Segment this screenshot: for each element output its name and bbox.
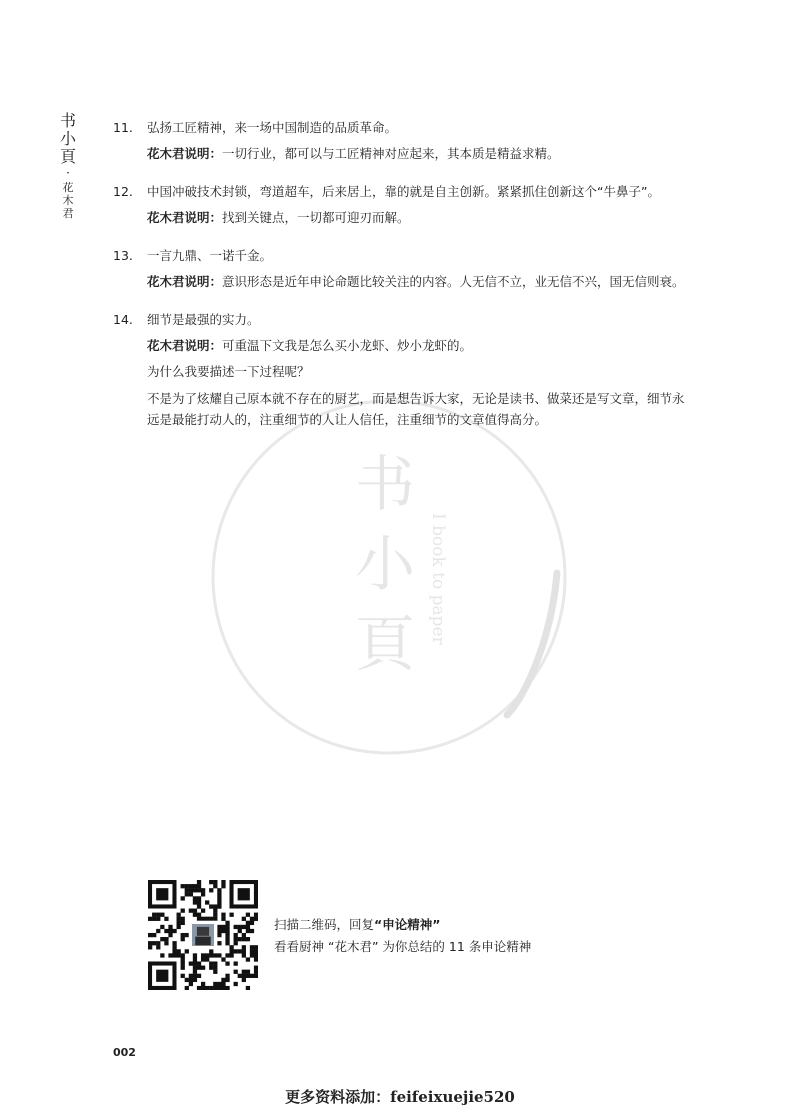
footer-contact: 更多资料添加：feifeixuejie520 (285, 1088, 515, 1106)
qr-module (148, 933, 152, 937)
qr-module (193, 913, 197, 917)
qr-module (193, 909, 197, 913)
qr-module (246, 937, 250, 941)
qr-module (201, 888, 205, 892)
qr-module (246, 929, 250, 933)
qr-module (221, 986, 225, 990)
qr-module (181, 921, 185, 925)
qr-module (221, 957, 225, 961)
qr-module (185, 892, 189, 896)
qr-module (213, 917, 217, 921)
item-title: 弘扬工匠精神，来一场中国制造的品质革命。 (147, 120, 398, 135)
qr-module (181, 917, 185, 921)
qr-module (181, 909, 185, 913)
qr-module (229, 945, 233, 949)
qr-module (148, 941, 152, 945)
qr-module (177, 913, 181, 917)
qr-caption-line2: 看看厨神 “花木君” 为你总结的 11 条申论精神 (274, 939, 532, 954)
qr-module (250, 974, 254, 978)
qr-module (193, 970, 197, 974)
qr-module (254, 953, 258, 957)
watermark-char: 书 (355, 450, 415, 520)
qr-module (213, 986, 217, 990)
qr-code[interactable] (148, 880, 258, 990)
qr-module (242, 933, 246, 937)
qr-module (152, 917, 156, 921)
qr-module (221, 913, 225, 917)
qr-module (225, 933, 229, 937)
qr-module (197, 974, 201, 978)
qr-module (205, 986, 209, 990)
qr-module (201, 953, 205, 957)
qr-module (225, 925, 229, 929)
qr-module (177, 917, 181, 921)
item-number: 14. (113, 312, 133, 327)
qr-module (193, 978, 197, 982)
qr-module (221, 917, 225, 921)
note-text: 意识形态是近年申论命题比较关注的内容。人无信不立，业无信不兴，国无信则衰。 (222, 274, 685, 289)
qr-module (225, 974, 229, 978)
qr-module (160, 937, 164, 941)
qr-module (172, 953, 176, 957)
item-number: 13. (113, 248, 133, 263)
qr-module (238, 949, 242, 953)
qr-module (217, 929, 221, 933)
qr-module (221, 925, 225, 929)
watermark-latin: I book to paper (428, 513, 448, 645)
qr-module (197, 966, 201, 970)
qr-module (160, 925, 164, 929)
qr-module (246, 957, 250, 961)
qr-module (181, 896, 185, 900)
qr-module (209, 986, 213, 990)
qr-module (246, 974, 250, 978)
qr-module (197, 986, 201, 990)
qr-module (193, 961, 197, 965)
author-char: 木 (62, 194, 74, 207)
qr-module (168, 929, 172, 933)
qr-module (185, 888, 189, 892)
qr-module (181, 957, 185, 961)
qr-module (189, 974, 193, 978)
qr-module (197, 917, 201, 921)
qr-module (201, 957, 205, 961)
qr-module (254, 917, 258, 921)
qr-module (197, 904, 201, 908)
qr-module (234, 970, 238, 974)
qr-module (213, 909, 217, 913)
qr-module (242, 978, 246, 982)
qr-module (156, 913, 160, 917)
watermark-brush-stroke (507, 573, 557, 715)
qr-module (221, 982, 225, 986)
item-note (147, 336, 693, 355)
qr-module (189, 888, 193, 892)
qr-module (177, 953, 181, 957)
qr-module (189, 961, 193, 965)
qr-module (246, 925, 250, 929)
qr-module (193, 974, 197, 978)
qr-module (209, 961, 213, 965)
qr-module (197, 884, 201, 888)
qr-module (148, 917, 152, 921)
qr-module (221, 880, 225, 884)
qr-module (201, 892, 205, 896)
qr-module (242, 937, 246, 941)
logo-char: 小 (59, 129, 76, 148)
qr-module (246, 921, 250, 925)
item-list (113, 118, 693, 449)
qr-module (250, 917, 254, 921)
qr-module (156, 945, 160, 949)
qr-module (201, 986, 205, 990)
item-note (147, 144, 693, 163)
qr-module (238, 937, 242, 941)
qr-module (217, 941, 221, 945)
qr-module (181, 933, 185, 937)
item-title: 中国冲破技术封锁，弯道超车，后来居上，靠的就是自主创新。紧紧抓住创新这个“牛鼻子”。 (147, 184, 660, 199)
qr-avatar (195, 937, 210, 946)
qr-module (164, 937, 168, 941)
qr-module (189, 892, 193, 896)
qr-module (250, 921, 254, 925)
qr-module (242, 917, 246, 921)
qr-module (238, 925, 242, 929)
qr-module (197, 896, 201, 900)
qr-module (197, 880, 201, 884)
qr-module (234, 949, 238, 953)
qr-module (234, 937, 238, 941)
qr-module (177, 925, 181, 929)
qr-module (229, 953, 233, 957)
qr-module (225, 961, 229, 965)
note-label: 花木君说明： (147, 210, 223, 225)
qr-module (225, 929, 229, 933)
item-note (147, 208, 693, 227)
qr-module (197, 961, 201, 965)
qr-module (209, 917, 213, 921)
qr-module (246, 970, 250, 974)
qr-module (217, 892, 221, 896)
qr-module (181, 966, 185, 970)
qr-module (234, 941, 238, 945)
qr-module (209, 888, 213, 892)
qr-module (181, 961, 185, 965)
qr-module (156, 929, 160, 933)
qr-module (238, 929, 242, 933)
qr-module (185, 949, 189, 953)
side-logo (58, 112, 78, 220)
list-item (113, 310, 693, 430)
qr-module (193, 957, 197, 961)
qr-module (189, 884, 193, 888)
qr-module (225, 978, 229, 982)
qr-module (193, 884, 197, 888)
qr-module (209, 966, 213, 970)
qr-module (172, 929, 176, 933)
logo-dot: · (66, 166, 70, 180)
qr-module (160, 913, 164, 917)
qr-module (254, 945, 258, 949)
logo-char: 书 (59, 111, 76, 130)
qr-module (209, 904, 213, 908)
qr-module (205, 900, 209, 904)
qr-module (254, 913, 258, 917)
qr-module (254, 949, 258, 953)
qr-module (181, 937, 185, 941)
qr-module (201, 966, 205, 970)
qr-module (156, 941, 160, 945)
qr-module (213, 913, 217, 917)
qr-module (217, 888, 221, 892)
qr-module (193, 888, 197, 892)
qr-module (242, 974, 246, 978)
qr-module (160, 953, 164, 957)
qr-module (217, 953, 221, 957)
qr-module (217, 904, 221, 908)
qr-module (193, 966, 197, 970)
qr-module (209, 953, 213, 957)
qr-module (217, 900, 221, 904)
qr-module (213, 966, 217, 970)
qr-keyword: “申论精神” (374, 917, 441, 932)
qr-module (242, 925, 246, 929)
qr-finder (238, 888, 250, 900)
qr-caption-line1 (274, 914, 531, 936)
qr-module (213, 953, 217, 957)
qr-avatar (197, 927, 209, 936)
qr-module (213, 880, 217, 884)
qr-module (201, 982, 205, 986)
qr-caption-prefix: 扫描二维码，回复 (274, 917, 375, 932)
qr-module (197, 888, 201, 892)
qr-module (168, 933, 172, 937)
note-label: 花木君说明： (147, 146, 223, 161)
item-title: 一言九鼎、一诺千金。 (147, 248, 273, 263)
watermark-char: 頁 (355, 610, 415, 680)
qr-module (225, 953, 229, 957)
qr-module (205, 917, 209, 921)
qr-module (213, 961, 217, 965)
qr-module (213, 904, 217, 908)
qr-module (242, 953, 246, 957)
page-number: 002 (113, 1046, 136, 1059)
qr-module (217, 925, 221, 929)
qr-module (234, 925, 238, 929)
list-item (113, 118, 693, 163)
qr-module (250, 945, 254, 949)
qr-module (148, 945, 152, 949)
qr-module (250, 949, 254, 953)
qr-module (172, 941, 176, 945)
qr-module (221, 884, 225, 888)
qr-module (185, 986, 189, 990)
qr-module (189, 978, 193, 982)
qr-module (217, 933, 221, 937)
logo-char: 頁 (59, 147, 76, 166)
qr-module (201, 909, 205, 913)
qr-module (246, 913, 250, 917)
author-char: 君 (62, 207, 74, 220)
note-label: 花木君说明： (147, 274, 223, 289)
qr-module (254, 970, 258, 974)
qr-module (185, 933, 189, 937)
qr-module (152, 933, 156, 937)
qr-module (164, 929, 168, 933)
qr-module (205, 953, 209, 957)
qr-module (234, 982, 238, 986)
qr-module (172, 949, 176, 953)
qr-module (217, 896, 221, 900)
qr-module (181, 953, 185, 957)
qr-module (250, 929, 254, 933)
qr-module (193, 896, 197, 900)
qr-module (254, 957, 258, 961)
qr-module (229, 949, 233, 953)
item-extra: 为什么我要描述一下过程呢？ (147, 364, 310, 379)
qr-module (168, 925, 172, 929)
qr-module (164, 917, 168, 921)
qr-module (189, 982, 193, 986)
item-extra: 不是为了炫耀自己原本就不存在的厨艺，而是想告诉大家，无论是读书、做菜还是写文章，细节永远是最能打动人的，注重细节的人让人信任，注重细节的文章值得高分。 (147, 391, 685, 427)
qr-module (168, 953, 172, 957)
qr-module (177, 921, 181, 925)
qr-module (242, 970, 246, 974)
qr-module (209, 880, 213, 884)
qr-module (197, 913, 201, 917)
note-label: 花木君说明： (147, 338, 223, 353)
qr-module (225, 986, 229, 990)
qr-module (221, 929, 225, 933)
qr-module (213, 982, 217, 986)
qr-module (225, 937, 229, 941)
qr-module (205, 957, 209, 961)
qr-module (242, 949, 246, 953)
qr-module (172, 945, 176, 949)
watermark-seal (207, 395, 571, 759)
qr-module (213, 970, 217, 974)
qr-module (229, 913, 233, 917)
qr-module (234, 961, 238, 965)
watermark-char: 小 (355, 530, 415, 600)
qr-caption (274, 914, 531, 958)
qr-module (189, 909, 193, 913)
note-text: 可重温下文我是怎么买小龙虾、炒小龙虾的。 (222, 338, 473, 353)
qr-module (209, 949, 213, 953)
qr-module (213, 884, 217, 888)
item-number: 12. (113, 184, 133, 199)
note-text: 找到关键点，一切都可迎刃而解。 (222, 210, 410, 225)
qr-module (225, 941, 229, 945)
qr-module (201, 917, 205, 921)
watermark-ring (213, 401, 565, 753)
qr-module (193, 953, 197, 957)
qr-module (152, 941, 156, 945)
qr-finder (156, 970, 168, 982)
qr-finder (156, 888, 168, 900)
list-item (113, 182, 693, 227)
qr-module (181, 974, 185, 978)
note-text: 一切行业，都可以与工匠精神对应起来，其本质是精益求精。 (222, 146, 560, 161)
qr-module (164, 941, 168, 945)
qr-module (254, 974, 258, 978)
item-title: 细节是最强的实力。 (147, 312, 260, 327)
qr-module (234, 933, 238, 937)
qr-module (217, 982, 221, 986)
qr-module (185, 978, 189, 982)
qr-module (225, 921, 229, 925)
qr-module (238, 974, 242, 978)
list-item (113, 246, 693, 291)
item-note (147, 272, 693, 291)
qr-module (250, 953, 254, 957)
qr-module (221, 978, 225, 982)
qr-module (181, 884, 185, 888)
qr-module (193, 900, 197, 904)
qr-module (152, 913, 156, 917)
item-number: 11. (113, 120, 133, 135)
author-char: 花 (62, 181, 74, 194)
qr-module (156, 917, 160, 921)
qr-module (254, 966, 258, 970)
qr-module (242, 945, 246, 949)
qr-module (185, 884, 189, 888)
qr-module (217, 986, 221, 990)
qr-module (197, 900, 201, 904)
qr-module (177, 949, 181, 953)
qr-module (246, 986, 250, 990)
